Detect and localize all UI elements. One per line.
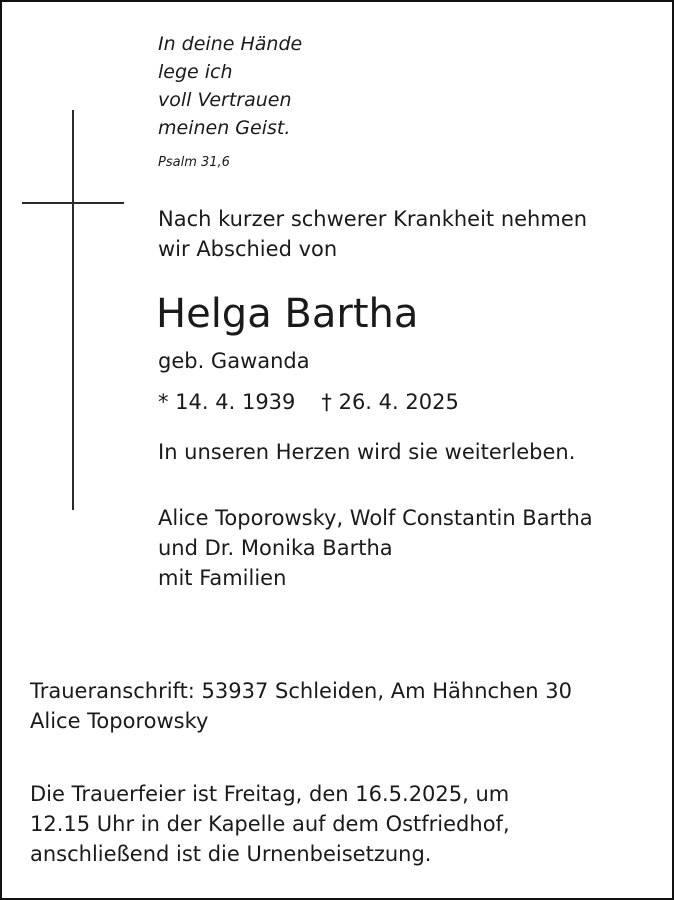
- intro-text: [158, 204, 587, 264]
- mourners-line: Alice Toporowsky, Wolf Constantin Bartha: [158, 506, 593, 530]
- verse-line: In deine Hände: [158, 33, 303, 55]
- deceased-name: Helga Bartha: [156, 291, 419, 337]
- death-date: † 26. 4. 2025: [321, 390, 459, 414]
- intro-line: Nach kurzer schwerer Krankheit nehmen: [158, 207, 588, 231]
- ceremony-info: [30, 779, 510, 869]
- address-line: Alice Toporowsky: [30, 709, 209, 733]
- verse-line: meinen Geist.: [158, 117, 291, 139]
- mourners-line: und Dr. Monika Bartha: [158, 536, 393, 560]
- cross-bar: [22, 202, 124, 204]
- ceremony-line: Die Trauerfeier ist Freitag, den 16.5.2025, um: [30, 782, 510, 806]
- mourning-address: [30, 676, 572, 736]
- mourners: [158, 503, 593, 593]
- intro-line: wir Abschied von: [158, 237, 338, 261]
- ceremony-line: anschließend ist die Urnenbeisetzung.: [30, 842, 432, 866]
- memorial-line: In unseren Herzen wird sie weiterleben.: [158, 440, 576, 464]
- bible-verse: [158, 30, 302, 142]
- address-line: Traueranschrift: 53937 Schleiden, Am Hähnchen 30: [30, 679, 572, 703]
- verse-line: voll Vertrauen: [158, 89, 292, 111]
- mourners-line: mit Familien: [158, 566, 287, 590]
- verse-source: Psalm 31,6: [158, 155, 230, 170]
- birth-date: * 14. 4. 1939: [158, 390, 296, 414]
- birth-name: geb. Gawanda: [158, 349, 310, 373]
- life-dates: [158, 387, 459, 417]
- verse-line: lege ich: [158, 61, 233, 83]
- ceremony-line: 12.15 Uhr in der Kapelle auf dem Ostfriedhof,: [30, 812, 510, 836]
- cross-icon: [72, 110, 74, 510]
